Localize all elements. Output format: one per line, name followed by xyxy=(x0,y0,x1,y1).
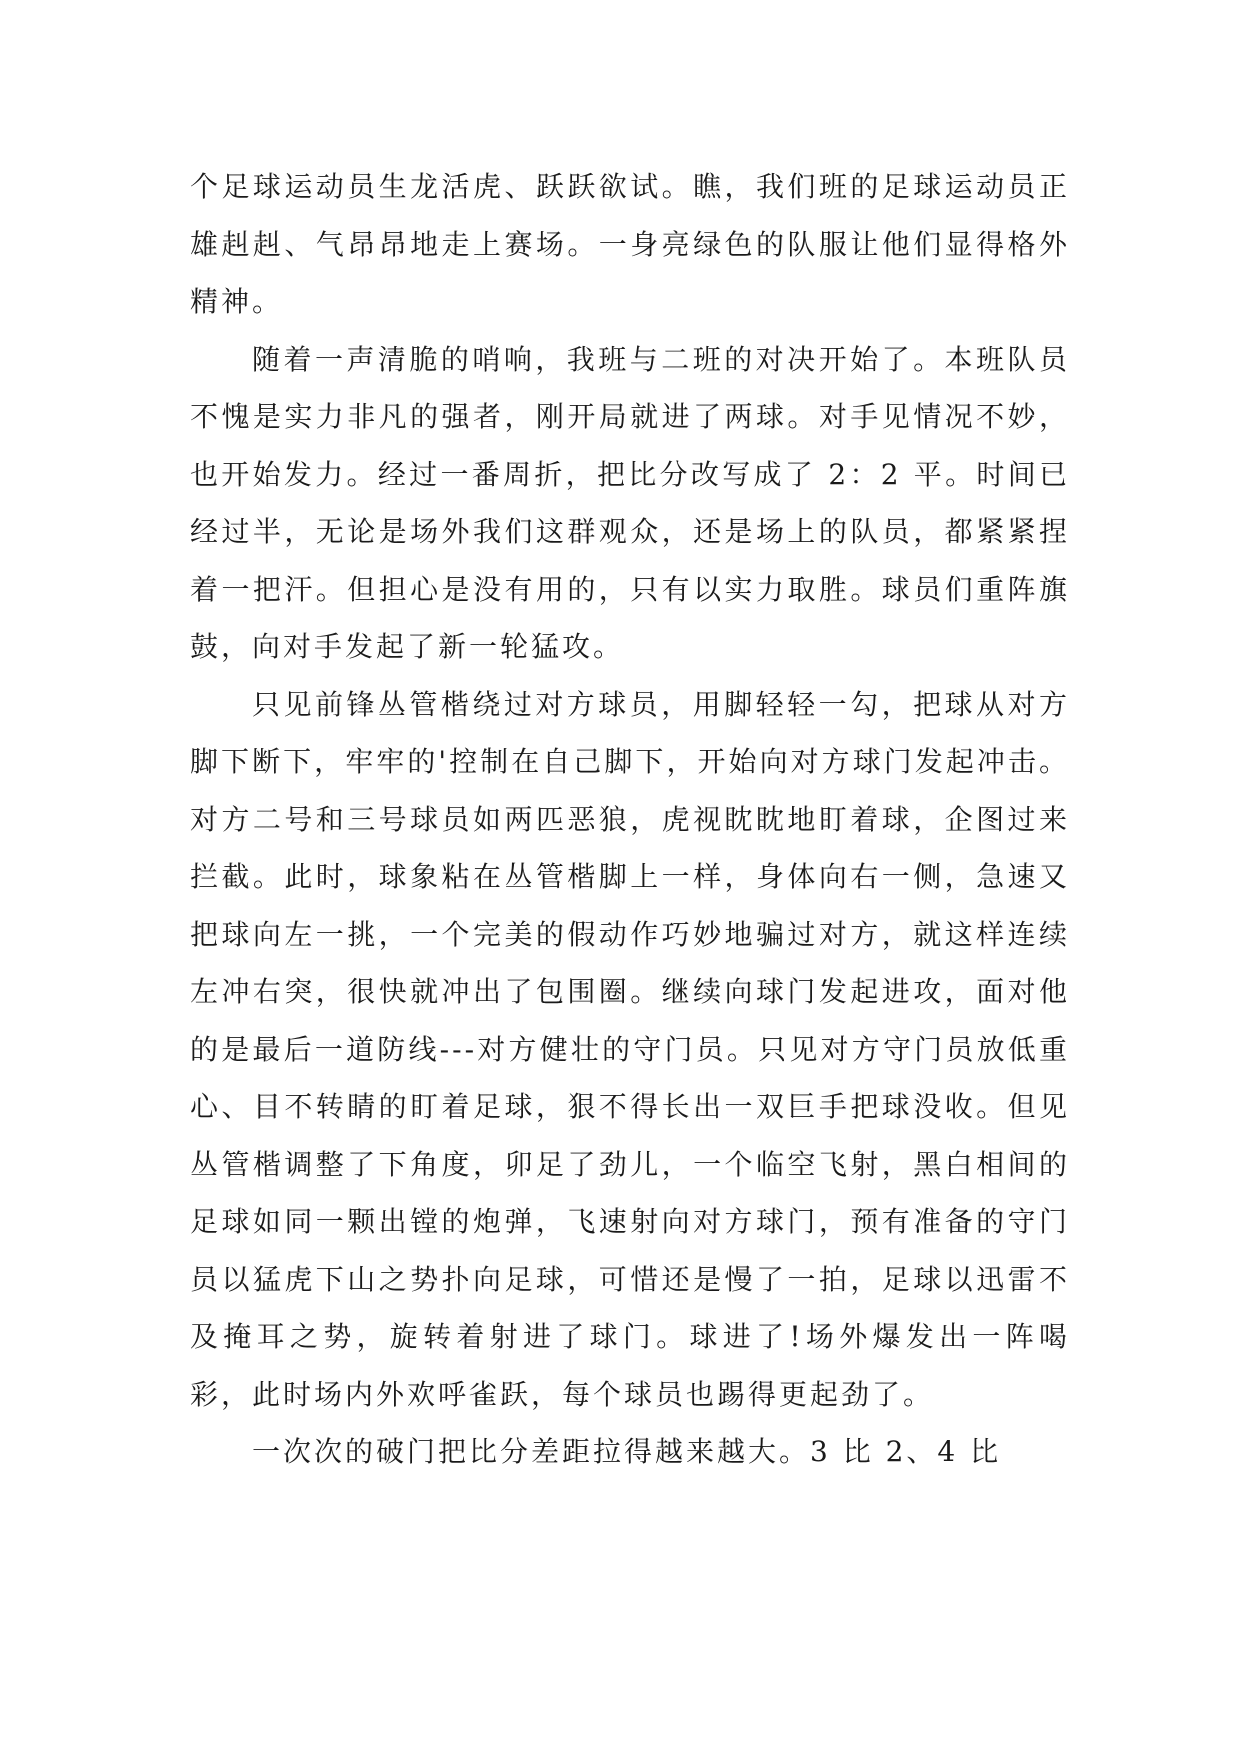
paragraph: 一次次的破门把比分差距拉得越来越大。3 比 2、4 比 xyxy=(252,1435,1002,1468)
paragraph: 随着一声清脆的哨响，我班与二班的对决开始了。本班队员不愧是实力非凡的强者，刚开局就进了两球。对手见情况不妙，也开始发力。经过一番周折，把比分改写成了 2：2 平。时间已经过半，无论是场外我们这群观众，还是场上的队员，都紧紧捏着一把汗。但担心是没有用的，只有以实力取胜。球员们重阵旗鼓，向对手发起了新一轮猛攻。 xyxy=(190,342,1070,663)
article-body xyxy=(190,158,1070,1481)
paragraph: 个足球运动员生龙活虎、跃跃欲试。瞧，我们班的足球运动员正雄赳赳、气昂昂地走上赛场。一身亮绿色的队服让他们显得格外精神。 xyxy=(190,170,1070,318)
paragraph: 只见前锋丛管楷绕过对方球员，用脚轻轻一勾，把球从对方脚下断下，牢牢的'控制在自己脚下，开始向对方球门发起冲击。对方二号和三号球员如两匹恶狼，虎视眈眈地盯着球，企图过来拦截。此时，球象粘在丛管楷脚上一样，身体向右一侧，急速又把球向左一挑，一个完美的假动作巧妙地骗过对方，就这样连续左冲右突，很快就冲出了包围圈。继续向球门发起进攻，面对他的是最后一道防线---对方健壮的守门员。只见对方守门员放低重心、目不转睛的盯着足球，狠不得长出一双巨手把球没收。但见丛管楷调整了下角度，卯足了劲儿，一个临空飞射，黑白相间的足球如同一颗出镗的炮弹，飞速射向对方球门，预有准备的守门员以猛虎下山之势扑向足球，可惜还是慢了一拍，足球以迅雷不及掩耳之势，旋转着射进了球门。球进了!场外爆发出一阵喝彩，此时场内外欢呼雀跃，每个球员也踢得更起劲了。 xyxy=(190,687,1070,1411)
